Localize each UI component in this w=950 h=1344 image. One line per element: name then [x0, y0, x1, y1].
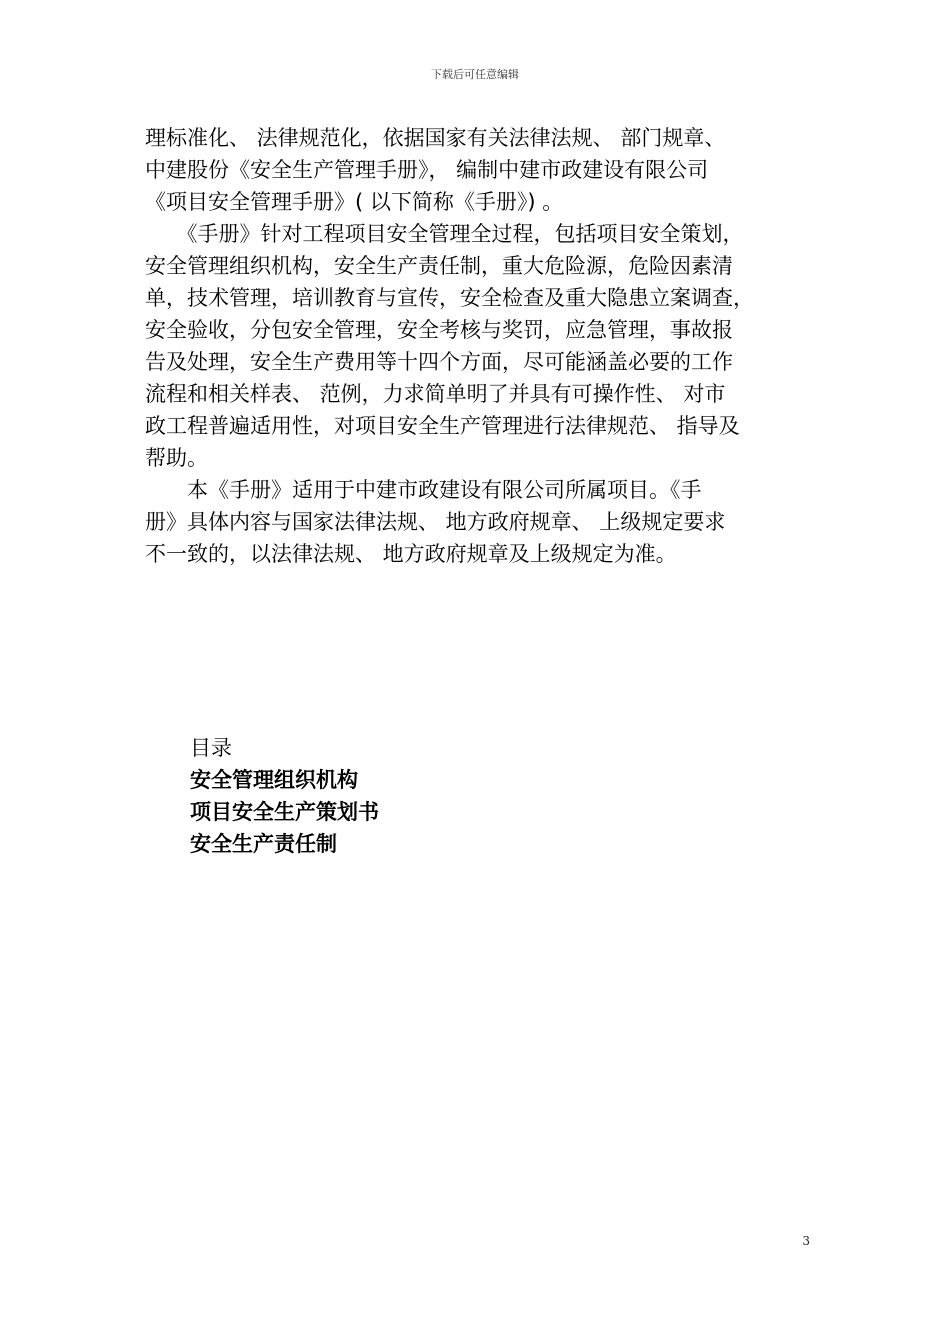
header-note: 下载后可任意编辑	[431, 68, 519, 81]
body-line: 告及处理，安全生产费用等十四个方面，尽可能涵盖必要的工作	[145, 350, 733, 374]
body-line: 中建股份《安全生产管理手册》， 编制中建市政建设有限公司	[145, 158, 709, 182]
toc-item[interactable]: 安全生产责任制	[190, 832, 337, 856]
body-line: 《项目安全管理手册》( 以下简称《手册》) 。	[145, 190, 564, 214]
toc-title: 目录	[190, 736, 232, 760]
table-of-contents	[190, 732, 590, 860]
body-line: 安全管理组织机构，安全生产责任制，重大危险源，危险因素清	[145, 254, 733, 278]
toc-item[interactable]: 安全管理组织机构	[190, 768, 358, 792]
body-line: 理标准化、 法律规范化，依据国家有关法律法规、 部门规章、	[145, 126, 726, 150]
body-line: 安全验收，分包安全管理，安全考核与奖罚，应急管理，事故报	[145, 318, 733, 342]
body-line: 不一致的，以法律法规、 地方政府规章及上级规定为准。	[145, 542, 677, 566]
body-line: 册》具体内容与国家法律法规、 地方政府规章、 上级规定要求	[145, 510, 726, 534]
body-line: 《手册》针对工程项目安全管理全过程，包括项目安全策划，	[145, 222, 744, 246]
body-text	[145, 122, 807, 570]
body-line: 政工程普遍适用性，对项目安全生产管理进行法律规范、 指导及	[145, 414, 740, 438]
toc-item[interactable]: 项目安全生产策划书	[190, 800, 379, 824]
body-line: 帮助。	[145, 446, 208, 470]
page-number: 3	[802, 1234, 810, 1248]
body-line: 单，技术管理，培训教育与宣传，安全检查及重大隐患立案调查，	[145, 286, 754, 310]
body-line: 本《手册》适用于中建市政建设有限公司所属项目。《手	[145, 478, 702, 502]
body-line: 流程和相关样表、 范例，力求简单明了并具有可操作性、 对市	[145, 382, 726, 406]
